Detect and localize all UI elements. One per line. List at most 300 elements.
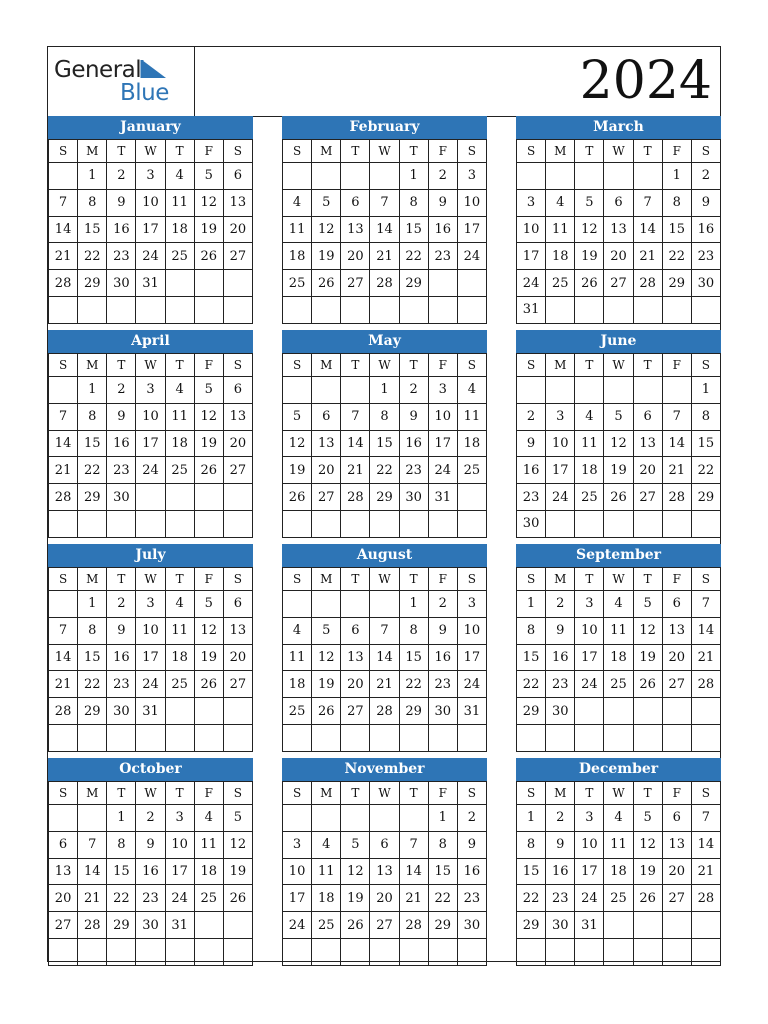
day-cell: 18: [283, 671, 312, 698]
day-cell: [165, 296, 194, 323]
week-row: [517, 243, 721, 270]
day-cell: 28: [370, 698, 399, 725]
day-cell: [165, 698, 194, 725]
day-cell: 10: [457, 617, 486, 644]
day-cell: [78, 296, 107, 323]
day-cell: 7: [49, 617, 78, 644]
day-cell: 15: [370, 430, 399, 457]
day-cell: 8: [662, 189, 691, 216]
day-cell: 12: [312, 216, 341, 243]
weekday-header: W: [370, 354, 399, 377]
day-cell: 23: [546, 885, 575, 912]
day-cell: 23: [457, 885, 486, 912]
weekday-header: T: [341, 354, 370, 377]
weekday-header: F: [194, 782, 223, 805]
day-cell: 2: [428, 163, 457, 190]
day-cell: 24: [136, 671, 165, 698]
day-cell: 31: [575, 912, 604, 939]
month-title: March: [516, 116, 721, 139]
day-cell: 25: [283, 698, 312, 725]
month-table: [516, 353, 721, 538]
day-cell: 21: [662, 457, 691, 484]
week-row: [517, 938, 721, 965]
day-cell: 10: [546, 430, 575, 457]
day-cell: 10: [136, 617, 165, 644]
day-cell: 5: [223, 805, 252, 832]
day-cell: 18: [165, 430, 194, 457]
day-cell: 4: [604, 591, 633, 618]
day-cell: [370, 163, 399, 190]
day-cell: [194, 938, 223, 965]
weekday-header: W: [136, 568, 165, 591]
week-row: [283, 243, 487, 270]
day-cell: 18: [283, 243, 312, 270]
week-row: [49, 163, 253, 190]
day-cell: 25: [283, 270, 312, 297]
day-cell: 6: [370, 831, 399, 858]
day-cell: 12: [194, 189, 223, 216]
logo-text-general: General: [54, 57, 142, 83]
weekday-header: M: [312, 354, 341, 377]
weekday-header: S: [457, 140, 486, 163]
day-cell: 1: [428, 805, 457, 832]
day-cell: 11: [165, 403, 194, 430]
day-cell: [136, 484, 165, 511]
weekday-header: S: [517, 782, 546, 805]
day-cell: 2: [546, 591, 575, 618]
day-cell: 1: [662, 163, 691, 190]
day-cell: [283, 805, 312, 832]
day-cell: 29: [399, 698, 428, 725]
week-row: [517, 403, 721, 430]
week-row: [517, 698, 721, 725]
day-cell: [194, 510, 223, 537]
month-february: [282, 116, 487, 324]
day-cell: 6: [604, 189, 633, 216]
day-cell: 20: [662, 858, 691, 885]
day-cell: 21: [49, 671, 78, 698]
day-cell: 24: [517, 270, 546, 297]
day-cell: 10: [165, 831, 194, 858]
week-row: [283, 805, 487, 832]
day-cell: 16: [457, 858, 486, 885]
week-row: [283, 430, 487, 457]
day-cell: 11: [546, 216, 575, 243]
day-cell: 20: [604, 243, 633, 270]
day-cell: 4: [457, 377, 486, 404]
week-row: [517, 805, 721, 832]
weekday-header: T: [399, 568, 428, 591]
day-cell: 28: [633, 270, 662, 297]
day-cell: 21: [49, 457, 78, 484]
day-cell: 24: [136, 457, 165, 484]
day-cell: [223, 724, 252, 751]
day-cell: 29: [399, 270, 428, 297]
day-cell: 16: [546, 858, 575, 885]
day-cell: 31: [136, 270, 165, 297]
week-row: [283, 724, 487, 751]
day-cell: 1: [78, 591, 107, 618]
weekday-header: F: [428, 354, 457, 377]
day-cell: 16: [517, 457, 546, 484]
day-cell: [399, 296, 428, 323]
day-cell: [546, 938, 575, 965]
month-title: November: [282, 758, 487, 781]
weekday-header: W: [136, 354, 165, 377]
day-cell: 19: [312, 671, 341, 698]
day-cell: 1: [107, 805, 136, 832]
weekday-header: T: [107, 568, 136, 591]
month-title: May: [282, 330, 487, 353]
day-cell: [78, 510, 107, 537]
day-cell: 20: [633, 457, 662, 484]
day-cell: [165, 510, 194, 537]
week-row: [283, 484, 487, 511]
day-cell: 9: [107, 617, 136, 644]
day-cell: 21: [691, 858, 720, 885]
weekday-header: S: [223, 354, 252, 377]
day-cell: 12: [341, 858, 370, 885]
weekday-header: F: [662, 354, 691, 377]
day-cell: 26: [194, 243, 223, 270]
month-title: August: [282, 544, 487, 567]
day-cell: 12: [575, 216, 604, 243]
day-cell: [370, 805, 399, 832]
day-cell: 4: [165, 591, 194, 618]
day-cell: 19: [194, 216, 223, 243]
week-row: [517, 296, 721, 323]
day-cell: 27: [662, 885, 691, 912]
day-cell: 17: [136, 430, 165, 457]
week-row: [49, 270, 253, 297]
day-cell: [546, 724, 575, 751]
day-cell: 21: [633, 243, 662, 270]
day-cell: 30: [428, 698, 457, 725]
weekday-header: T: [341, 782, 370, 805]
day-cell: 13: [223, 189, 252, 216]
day-cell: 3: [283, 831, 312, 858]
day-cell: [633, 296, 662, 323]
day-cell: 25: [604, 671, 633, 698]
day-cell: 26: [341, 912, 370, 939]
day-cell: [136, 510, 165, 537]
day-cell: [283, 163, 312, 190]
day-cell: [49, 938, 78, 965]
day-cell: [78, 724, 107, 751]
day-cell: 5: [312, 189, 341, 216]
month-table: [282, 567, 487, 752]
weekday-header: S: [283, 568, 312, 591]
day-cell: 21: [691, 644, 720, 671]
week-row: [517, 858, 721, 885]
week-row: [49, 858, 253, 885]
day-cell: 13: [662, 831, 691, 858]
day-cell: 27: [370, 912, 399, 939]
day-cell: [575, 724, 604, 751]
day-cell: 15: [428, 858, 457, 885]
day-cell: 2: [107, 377, 136, 404]
day-cell: 3: [575, 805, 604, 832]
day-cell: 14: [78, 858, 107, 885]
weekday-header: S: [283, 782, 312, 805]
day-cell: [194, 912, 223, 939]
day-cell: 22: [517, 671, 546, 698]
day-cell: 8: [399, 189, 428, 216]
day-cell: [517, 377, 546, 404]
day-cell: [312, 724, 341, 751]
day-cell: 15: [78, 644, 107, 671]
day-cell: [604, 163, 633, 190]
day-cell: 19: [194, 430, 223, 457]
day-cell: 11: [165, 189, 194, 216]
day-cell: 9: [691, 189, 720, 216]
week-row: [49, 243, 253, 270]
day-cell: 26: [194, 671, 223, 698]
month-december: [516, 758, 721, 966]
week-row: [517, 724, 721, 751]
day-cell: [312, 163, 341, 190]
day-cell: 22: [662, 243, 691, 270]
weekday-header: S: [49, 140, 78, 163]
weekday-header: S: [457, 568, 486, 591]
day-cell: 27: [662, 671, 691, 698]
day-cell: 22: [370, 457, 399, 484]
day-cell: [283, 938, 312, 965]
week-row: [49, 617, 253, 644]
day-cell: 15: [517, 858, 546, 885]
day-cell: 22: [399, 243, 428, 270]
day-cell: [49, 805, 78, 832]
day-cell: [283, 377, 312, 404]
day-cell: 22: [78, 243, 107, 270]
day-cell: [604, 296, 633, 323]
day-cell: [399, 938, 428, 965]
day-cell: 10: [136, 189, 165, 216]
day-cell: [165, 724, 194, 751]
day-cell: 19: [575, 243, 604, 270]
day-cell: 25: [575, 484, 604, 511]
day-cell: 16: [136, 858, 165, 885]
week-row: [283, 216, 487, 243]
weekday-header: M: [546, 140, 575, 163]
day-cell: 2: [136, 805, 165, 832]
weekday-header: T: [399, 140, 428, 163]
day-cell: [575, 938, 604, 965]
day-cell: 21: [49, 243, 78, 270]
day-cell: 28: [691, 671, 720, 698]
day-cell: [370, 591, 399, 618]
day-cell: [691, 724, 720, 751]
day-cell: 7: [370, 189, 399, 216]
day-cell: [428, 938, 457, 965]
day-cell: 10: [517, 216, 546, 243]
week-row: [283, 617, 487, 644]
day-cell: [604, 510, 633, 537]
day-cell: 4: [283, 617, 312, 644]
day-cell: 18: [165, 644, 194, 671]
day-cell: 9: [107, 189, 136, 216]
day-cell: [691, 296, 720, 323]
day-cell: 28: [49, 270, 78, 297]
weekday-header: W: [604, 782, 633, 805]
day-cell: [370, 938, 399, 965]
day-cell: 20: [49, 885, 78, 912]
day-cell: 27: [604, 270, 633, 297]
year-title: 2024: [579, 51, 712, 111]
day-cell: [223, 912, 252, 939]
month-title: January: [48, 116, 253, 139]
day-cell: 28: [78, 912, 107, 939]
weekday-header: S: [283, 140, 312, 163]
day-cell: 31: [517, 296, 546, 323]
day-cell: [107, 938, 136, 965]
day-cell: [283, 724, 312, 751]
month-july: [48, 544, 253, 752]
day-cell: 29: [78, 698, 107, 725]
day-cell: 14: [691, 617, 720, 644]
week-row: [49, 644, 253, 671]
day-cell: 24: [136, 243, 165, 270]
day-cell: 10: [428, 403, 457, 430]
day-cell: 14: [399, 858, 428, 885]
month-table: [516, 567, 721, 752]
weekday-header: T: [575, 782, 604, 805]
day-cell: 12: [283, 430, 312, 457]
day-cell: [312, 377, 341, 404]
weekday-header: F: [428, 568, 457, 591]
day-cell: 22: [428, 885, 457, 912]
day-cell: 3: [428, 377, 457, 404]
day-cell: [49, 377, 78, 404]
day-cell: 6: [662, 805, 691, 832]
month-title: December: [516, 758, 721, 781]
week-row: [517, 377, 721, 404]
day-cell: 22: [399, 671, 428, 698]
day-cell: 2: [107, 163, 136, 190]
week-row: [283, 938, 487, 965]
day-cell: 5: [194, 163, 223, 190]
month-title: February: [282, 116, 487, 139]
day-cell: [312, 591, 341, 618]
week-row: [517, 644, 721, 671]
day-cell: 27: [312, 484, 341, 511]
day-cell: 16: [107, 644, 136, 671]
day-cell: 10: [575, 617, 604, 644]
week-row: [283, 831, 487, 858]
day-cell: 26: [223, 885, 252, 912]
day-cell: [283, 510, 312, 537]
weekday-header: M: [312, 140, 341, 163]
day-cell: [428, 724, 457, 751]
day-cell: [107, 296, 136, 323]
day-cell: [604, 912, 633, 939]
week-row: [517, 617, 721, 644]
day-cell: 7: [78, 831, 107, 858]
day-cell: 6: [341, 189, 370, 216]
day-cell: [194, 270, 223, 297]
day-cell: [517, 938, 546, 965]
day-cell: 10: [136, 403, 165, 430]
day-cell: [312, 805, 341, 832]
day-cell: 2: [107, 591, 136, 618]
day-cell: 27: [341, 270, 370, 297]
day-cell: 3: [457, 591, 486, 618]
day-cell: 8: [428, 831, 457, 858]
day-cell: 15: [662, 216, 691, 243]
day-cell: 31: [165, 912, 194, 939]
weekday-header: M: [78, 354, 107, 377]
week-row: [517, 510, 721, 537]
day-cell: 19: [633, 858, 662, 885]
day-cell: 17: [575, 644, 604, 671]
week-row: [283, 163, 487, 190]
day-cell: 8: [78, 189, 107, 216]
day-cell: 8: [517, 617, 546, 644]
day-cell: [49, 510, 78, 537]
day-cell: [283, 591, 312, 618]
day-cell: 11: [283, 644, 312, 671]
weekday-header: S: [49, 782, 78, 805]
month-april: [48, 330, 253, 538]
weekday-header: F: [662, 782, 691, 805]
weekday-header: T: [575, 568, 604, 591]
weekday-header: F: [194, 354, 223, 377]
day-cell: 16: [399, 430, 428, 457]
day-cell: [428, 510, 457, 537]
weekday-header: S: [49, 568, 78, 591]
weekday-header: M: [546, 568, 575, 591]
month-march: [516, 116, 721, 324]
day-cell: [136, 938, 165, 965]
day-cell: 15: [691, 430, 720, 457]
day-cell: 20: [312, 457, 341, 484]
day-cell: 18: [604, 858, 633, 885]
day-cell: 28: [341, 484, 370, 511]
day-cell: 3: [457, 163, 486, 190]
day-cell: [136, 724, 165, 751]
day-cell: [457, 296, 486, 323]
day-cell: [457, 510, 486, 537]
weekday-header: W: [136, 140, 165, 163]
weekday-header: M: [546, 354, 575, 377]
day-cell: 19: [633, 644, 662, 671]
day-cell: [633, 724, 662, 751]
day-cell: 25: [604, 885, 633, 912]
day-cell: 18: [165, 216, 194, 243]
day-cell: 30: [399, 484, 428, 511]
day-cell: 3: [136, 591, 165, 618]
day-cell: 27: [49, 912, 78, 939]
day-cell: 27: [223, 671, 252, 698]
month-november: [282, 758, 487, 966]
day-cell: 8: [691, 403, 720, 430]
day-cell: 15: [78, 216, 107, 243]
month-table: [48, 567, 253, 752]
day-cell: 16: [428, 216, 457, 243]
day-cell: 1: [517, 591, 546, 618]
day-cell: 16: [691, 216, 720, 243]
weekday-header: T: [165, 782, 194, 805]
week-row: [517, 912, 721, 939]
day-cell: [604, 938, 633, 965]
day-cell: 6: [341, 617, 370, 644]
day-cell: 23: [107, 243, 136, 270]
weekday-header: S: [49, 354, 78, 377]
day-cell: 21: [370, 243, 399, 270]
day-cell: 20: [341, 243, 370, 270]
weekday-header: T: [107, 140, 136, 163]
weekday-header: W: [370, 140, 399, 163]
